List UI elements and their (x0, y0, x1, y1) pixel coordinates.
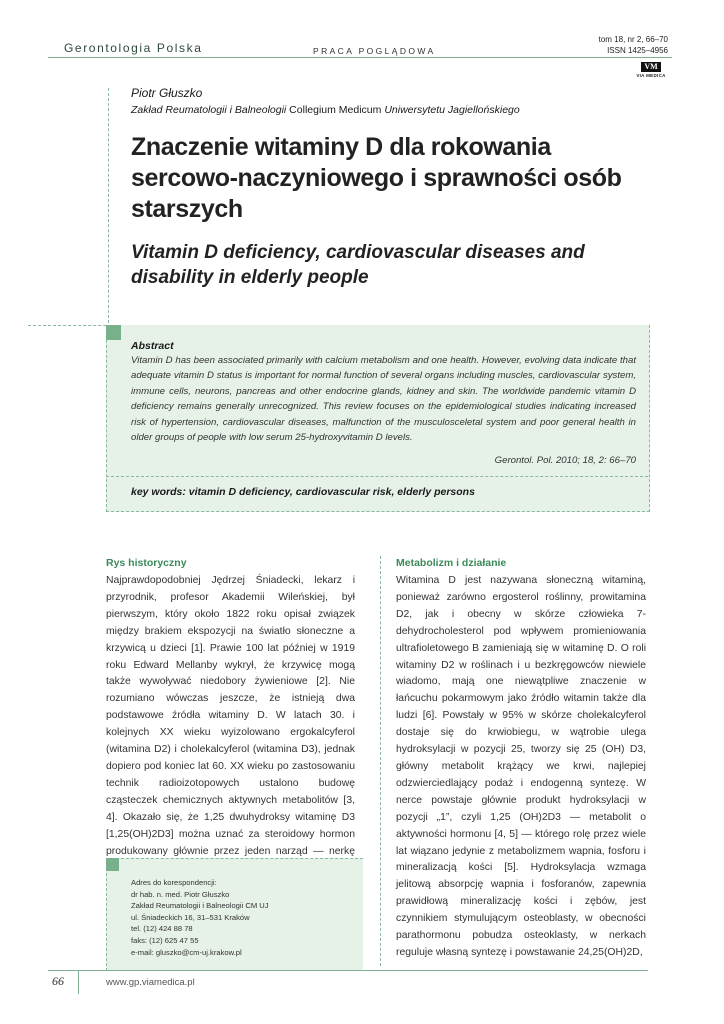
abstract-marker (106, 325, 121, 340)
publisher-logo (633, 62, 669, 78)
logo-text: VIA MEDICA (636, 73, 666, 78)
section-heading-metabolism: Metabolizm i działanie (396, 557, 507, 569)
issn-line: ISSN 1425–4956 (607, 46, 668, 55)
abstract-text: Vitamin D has been associated primarily with calcium metabolism and one health. However, evolving data indicate that adequate vitamin D status is important for normal function of several organs including muscles, cardiovascular system, immune cells, neurons, pancreas and other endocrine glands, kidney and skin. The worldwide pandemic vitamin D deficiency remains generally unrecognized. This review focuses on the epidemiological studies indicating increased risk of hypertension, cardiovascular diseases, malfunction of the musculosceletal system and poor general health in older groups of people with low serum 25-hydroxyvitamin D levels. (131, 355, 636, 444)
keywords: key words: vitamin D deficiency, cardiovascular risk, elderly persons (131, 486, 475, 498)
affiliation-part-3: Uniwersytetu Jagiellońskiego (384, 104, 520, 116)
affiliation-part-1: Zakład Reumatologii i Balneologii (131, 104, 287, 116)
journal-name: Gerontologia Polska (64, 41, 203, 55)
left-dashed-rule (108, 88, 109, 328)
correspondence-line: ul. Śniadeckich 16, 31–531 Kraków (131, 912, 250, 922)
volume-line: tom 18, nr 2, 66–70 (598, 35, 668, 44)
header-rule (48, 57, 672, 58)
issue-info (599, 34, 668, 56)
title-polish: Znaczenie witaminy D dla rokowania sercowo-naczyniowego i sprawności osób starszych (131, 133, 622, 223)
history-text: Najprawdopodobniej Jędrzej Śniadecki, lekarz i przyrodnik, profesor Akademii Wileńskiej, był pierwszym, który około 1822 roku opisał związek między brakiem ekspozycji na światło słoneczne a krzywicą u dzieci [1]. Prawie 100 lat później w 1919 roku Edward Mellanby wykrył, że krzywicę mogą także wywoływać niedobory żywieniowe [2]. Nie rozumiano wówczas jeszcze, że istnieją dwa podstawowe źródła witaminy D. W latach 30. i kolejnych XX wieku wyizolowano ergokalcyferol (witamina D2) i cholekalcyferol (witamina D3), jednak dopiero pod koniec lat 60. XX wieku po zastosowaniu technik radioizotopowych ustalono budowę cząsteczek chemicznych aktywnych metabolitów [3, 4]. Okazało się, że 1,25 dwuhydroksy witaminę D3 [1,25(OH)2D3] można uznać za steroidowy hormon produkowany głównie przez jeden narząd — nerkę (106, 575, 355, 857)
metabolism-text: Witamina D jest nazywana słoneczną witaminą, ponieważ zarówno ergosterol roślinny, prowitamina D2, jak i obecny w skórze człowieka 7-dehydrocholesterol pod wpływem promieniowania ultrafioletowego B zamieniają się w witaminę D. O roli witaminy D2 w roślinach i u bezkręgowców niewiele wiadomo, mają one niewątpliwe znaczenie w łańcuchu pokarmowym jako źródło witamin także dla ludzi [6]. Powstały w 95% w skórze cholekalcyferol dostaje się do krwiobiegu, w wątrobie ulega hydroksylacji w pozycji 25, tworzy się 25 (OH) D3, główny metabolit krążący we krwi, najlepiej odzwierciedlający podaż i endogenną syntezę. W nerce powstaje głównie produkt hydroksylacji w pozycji „1”, czyli 1,25 (OH)2D3 — metabolit o aktywności hormonu [4, 5] — którego rolę przez wiele lat wiązano jedynie z metabolizmem wapnia, fosforu i mineralizacją kości [5]. Hydroksylacja wzmaga jelitową absorpcję wapnia i fosforanów, zapewnia prawidłową mineralizację kości i zębów, jest czynnikiem stymulującym osteoblasty, w obecności parathormonu pobudza osteoklasty, w nerkach reguluje własną syntezę i powstawanie 24,25(OH)2D, (396, 575, 646, 958)
logo-mark: VM (641, 62, 661, 72)
section-label: PRACA POGLĄDOWA (313, 46, 436, 56)
correspondence-line: tel. (12) 424 88 78 (131, 924, 193, 934)
column-divider (380, 556, 381, 966)
author-name: Piotr Głuszko (131, 86, 203, 100)
correspondence-line: Zakład Reumatologii i Balneologii CM UJ (131, 901, 269, 911)
correspondence-line: Adres do korespondencji: (131, 878, 217, 887)
page-number: 66 (52, 974, 64, 988)
correspondence-marker (106, 858, 119, 871)
abstract-citation: Gerontol. Pol. 2010; 18, 2: 66–70 (494, 455, 636, 466)
section-heading-history: Rys historyczny (106, 557, 187, 569)
title-english: Vitamin D deficiency, cardiovascular diseases and disability in elderly people (131, 242, 585, 288)
keywords-separator (106, 476, 648, 477)
abstract-heading: Abstract (131, 340, 174, 352)
correspondence-line: dr hab. n. med. Piotr Głuszko (131, 889, 230, 899)
affiliation (131, 104, 520, 116)
affiliation-part-2: Collegium Medicum (286, 104, 385, 116)
correspondence-email: e-mail: gluszko@cm-uj.krakow.pl (131, 947, 242, 957)
footer-url[interactable]: www.gp.viamedica.pl (106, 977, 195, 988)
footer-divider (78, 970, 79, 994)
footer-rule (48, 970, 648, 971)
correspondence-line: faks: (12) 625 47 55 (131, 935, 199, 945)
correspondence-text (131, 877, 269, 958)
